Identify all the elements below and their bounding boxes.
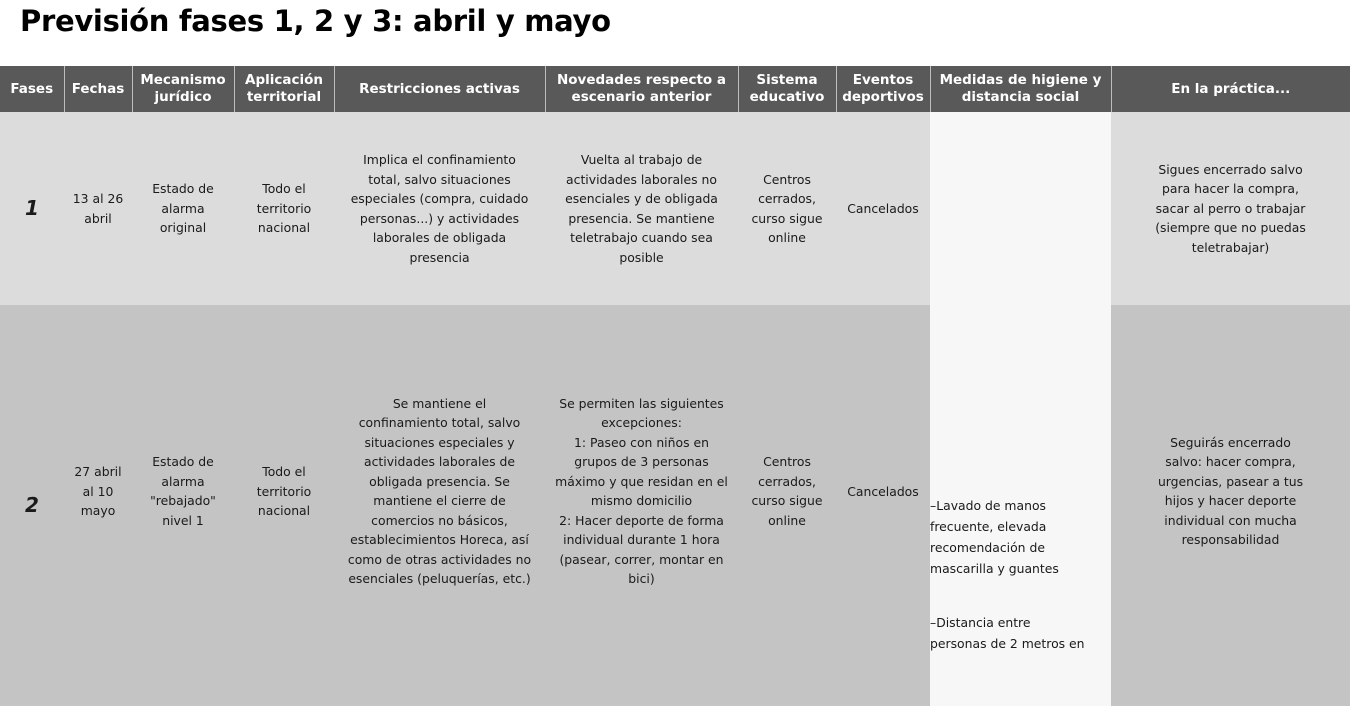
- page-title: Previsión fases 1, 2 y 3: abril y mayo: [20, 4, 611, 38]
- header-eventos: Eventos deportivos: [836, 66, 930, 112]
- news-cell: Se permiten las siguientes excepciones: 1: Paseo con niños en grupos de 3 personas máximo y que residan en el mismo domicilio 2: Hacer deporte de forma individual durante 1 hora (pasear, correr, montar en bici): [545, 305, 738, 706]
- education-cell: Centros cerrados, curso sigue online: [738, 305, 836, 706]
- news-cell: Vuelta al trabajo de actividades laborales no esenciales y de obligada presencia. Se mantiene teletrabajo cuando sea posible: [545, 112, 738, 305]
- restrictions-cell: Implica el confinamiento total, salvo situaciones especiales (compra, cuidado personas...) y actividades laborales de obligada presencia: [334, 112, 545, 305]
- header-mecanismo: Mecanismo jurídico: [132, 66, 234, 112]
- header-fases: Fases: [0, 66, 64, 112]
- legal-cell: Estado de alarma "rebajado" nivel 1: [132, 305, 234, 706]
- hygiene-cell: [930, 305, 1111, 706]
- table-row: [0, 112, 1350, 305]
- education-cell: Centros cerrados, curso sigue online: [738, 112, 836, 305]
- restrictions-cell: Se mantiene el confinamiento total, salvo situaciones especiales y actividades laborales de obligada presencia. Se mantiene el cierre de comercios no básicos, establecimientos Horeca, así como de otras actividades no esenciales (peluquerías, etc.): [334, 305, 545, 706]
- header-aplicacion: Aplicación territorial: [234, 66, 334, 112]
- hygiene-cell-blank: [930, 112, 1111, 305]
- header-restricciones: Restricciones activas: [334, 66, 545, 112]
- dates-cell: 13 al 26 abril: [64, 112, 132, 305]
- phase-number: 1: [0, 112, 64, 305]
- header-medidas: Medidas de higiene y distancia social: [930, 66, 1111, 112]
- header-sistema: Sistema educativo: [738, 66, 836, 112]
- header-fechas: Fechas: [64, 66, 132, 112]
- header-novedades: Novedades respecto a escenario anterior: [545, 66, 738, 112]
- phases-table: [0, 66, 1350, 706]
- dates-cell: 27 abril al 10 mayo: [64, 305, 132, 706]
- practice-cell: Sigues encerrado salvo para hacer la compra, sacar al perro o trabajar (siempre que no puedas teletrabajar): [1111, 112, 1350, 305]
- sports-cell: Cancelados: [836, 305, 930, 706]
- phase-number: 2: [0, 305, 64, 706]
- hygiene-item: –Lavado de manos frecuente, elevada recomendación de mascarilla y guantes: [930, 498, 1059, 576]
- territory-cell: Todo el territorio nacional: [234, 112, 334, 305]
- practice-cell: Seguirás encerrado salvo: hacer compra, urgencias, pasear a tus hijos y hacer deporte individual con mucha responsabilidad: [1111, 305, 1350, 706]
- table-row: [0, 305, 1350, 706]
- header-row: [0, 66, 1350, 112]
- hygiene-item: –Distancia entre personas de 2 metros en: [930, 614, 1085, 651]
- header-practica: En la práctica...: [1111, 66, 1350, 112]
- sports-cell: Cancelados: [836, 112, 930, 305]
- legal-cell: Estado de alarma original: [132, 112, 234, 305]
- territory-cell: Todo el territorio nacional: [234, 305, 334, 706]
